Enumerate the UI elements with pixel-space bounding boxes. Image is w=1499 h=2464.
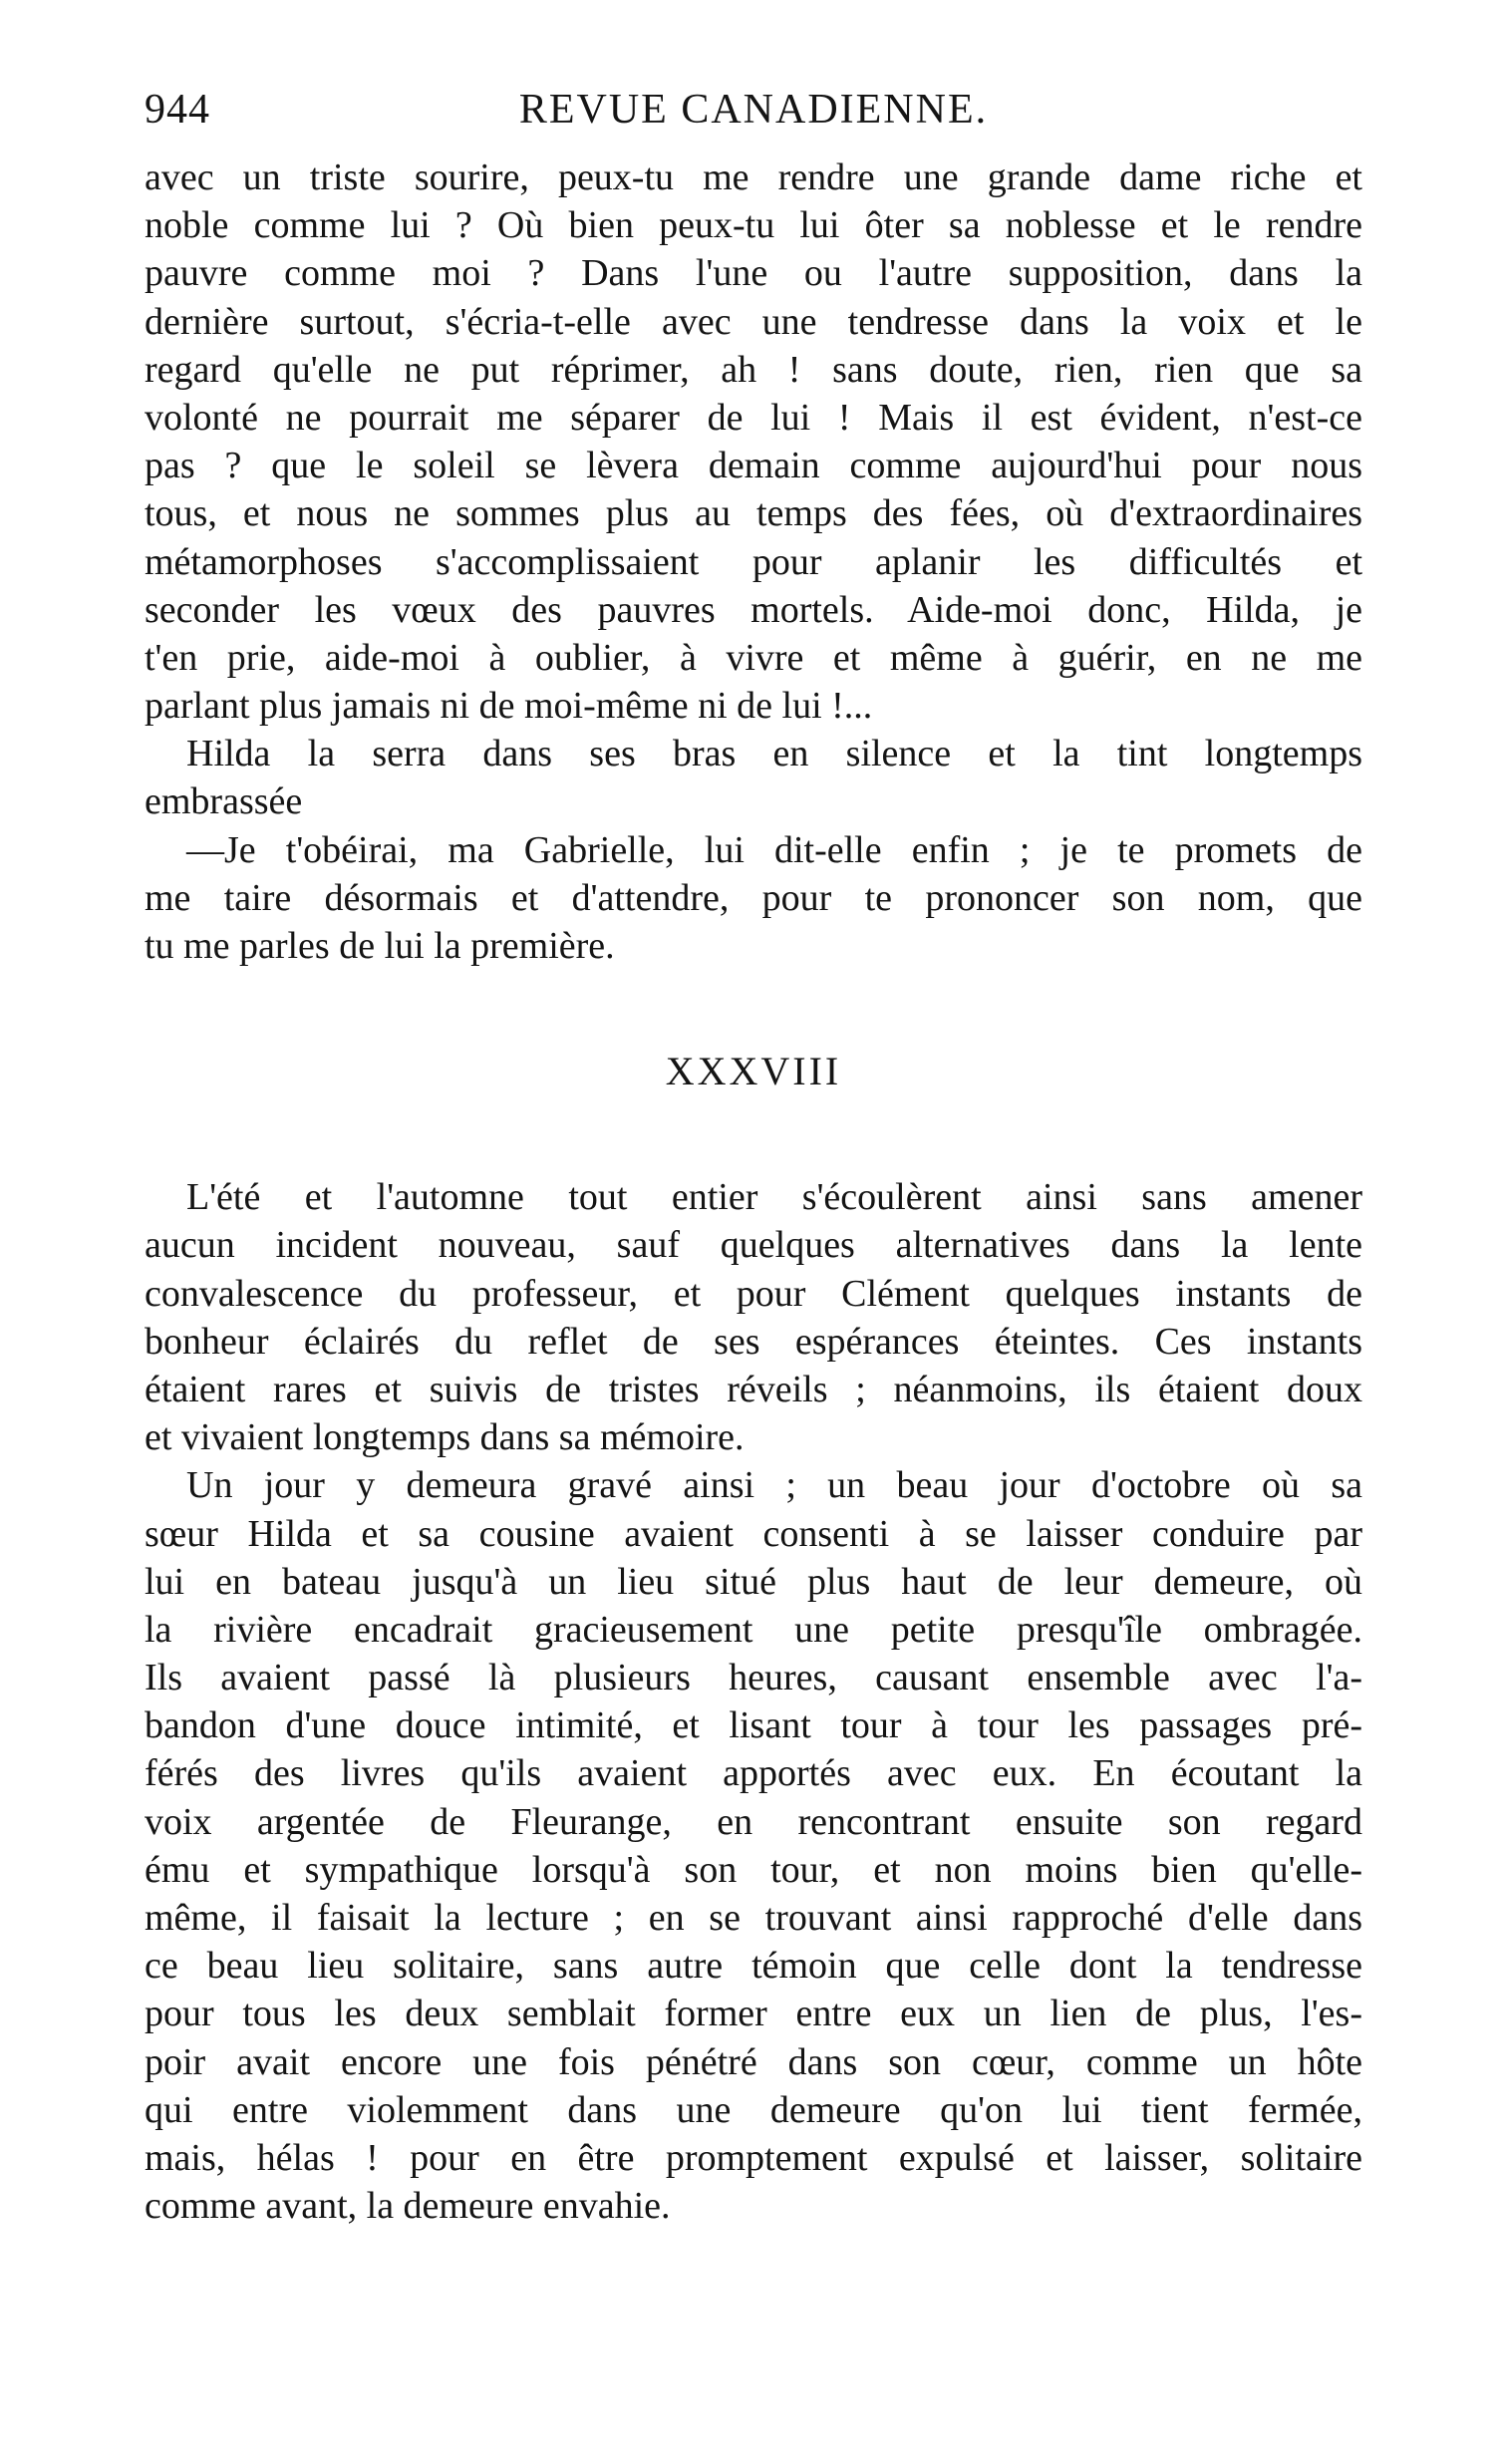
text-line: férés des livres qu'ils avaient apportés avec eux. En écoutant la xyxy=(145,1752,1362,1795)
text-line: Ils avaient passé là plusieurs heures, causant ensemble avec l'a- xyxy=(145,1657,1362,1699)
journal-title: REVUE CANADIENNE. xyxy=(518,87,989,133)
text-line: la rivière encadrait gracieusement une petite presqu'île ombragée. xyxy=(145,1608,1362,1651)
text-line: embrassée xyxy=(145,780,303,823)
text-line: Un jour y demeura gravé ainsi ; un beau jour d'octobre où sa xyxy=(186,1464,1362,1507)
text-line: seconder les vœux des pauvres mortels. Aide-moi donc, Hilda, je xyxy=(145,588,1362,631)
text-line: pas ? que le soleil se lèvera demain comme aujourd'hui pour nous xyxy=(145,445,1362,487)
text-line: sœur Hilda et sa cousine avaient consenti à se laisser conduire par xyxy=(145,1512,1362,1555)
text-line: t'en prie, aide-moi à oublier, à vivre et même à guérir, en ne me xyxy=(145,636,1362,679)
text-line: tous, et nous ne sommes plus au temps des fées, où d'extraordinaires xyxy=(145,492,1362,535)
text-line: Hilda la serra dans ses bras en silence et la tint longtemps xyxy=(186,733,1362,775)
text-line: métamorphoses s'accomplissaient pour aplanir les difficultés et xyxy=(145,540,1362,583)
text-line: tu me parles de lui la première. xyxy=(145,925,615,967)
text-line: même, il faisait la lecture ; en se trouvant ainsi rapproché d'elle dans xyxy=(145,1897,1362,1939)
text-line: parlant plus jamais ni de moi-même ni de lui !... xyxy=(145,685,873,728)
text-line: avec un triste sourire, peux-tu me rendre une grande dame riche et xyxy=(145,156,1362,198)
text-line: voix argentée de Fleurange, en rencontrant ensuite son regard xyxy=(145,1800,1362,1843)
text-line: pauvre comme moi ? Dans l'une ou l'autre supposition, dans la xyxy=(145,252,1362,295)
text-line: regard qu'elle ne put réprimer, ah ! sans doute, rien, rien que sa xyxy=(145,348,1362,391)
text-line: volonté ne pourrait me séparer de lui ! Mais il est évident, n'est-ce xyxy=(145,396,1362,439)
text-line: pour tous les deux semblait former entre eux un lien de plus, l'es- xyxy=(145,1993,1362,2035)
chapter-text-block xyxy=(145,1173,1362,2230)
text-line: convalescence du professeur, et pour Clément quelques instants de xyxy=(145,1272,1362,1315)
text-line: étaient rares et suivis de tristes réveils ; néanmoins, ils étaient doux xyxy=(145,1368,1362,1410)
running-header xyxy=(145,82,1362,138)
text-line: noble comme lui ? Où bien peux-tu lui ôter sa noblesse et le rendre xyxy=(145,204,1362,247)
continued-text-block xyxy=(145,154,1362,970)
text-line: comme avant, la demeure envahie. xyxy=(145,2185,671,2228)
text-line: ce beau lieu solitaire, sans autre témoin que celle dont la tendresse xyxy=(145,1945,1362,1988)
text-line: aucun incident nouveau, sauf quelques alternatives dans la lente xyxy=(145,1224,1362,1267)
text-line: mais, hélas ! pour en être promptement expulsé et laisser, solitaire xyxy=(145,2136,1362,2179)
text-line: ému et sympathique lorsqu'à son tour, et non moins bien qu'elle- xyxy=(145,1848,1362,1891)
text-line: dernière surtout, s'écria-t-elle avec une tendresse dans la voix et le xyxy=(145,300,1362,343)
chapter-heading: XXXVIII xyxy=(665,1049,842,1094)
text-line: bandon d'une douce intimité, et lisant tour à tour les passages pré- xyxy=(145,1704,1362,1747)
text-line: lui en bateau jusqu'à un lieu situé plus haut de leur demeure, où xyxy=(145,1560,1362,1603)
text-line: qui entre violemment dans une demeure qu'on lui tient fermée, xyxy=(145,2088,1362,2131)
text-line: —Je t'obéirai, ma Gabrielle, lui dit-elle enfin ; je te promets de xyxy=(186,828,1362,871)
document-page xyxy=(145,82,1362,2230)
text-line: L'été et l'automne tout entier s'écoulèrent ainsi sans amener xyxy=(186,1176,1362,1219)
text-line: me taire désormais et d'attendre, pour te prononcer son nom, que xyxy=(145,876,1362,919)
text-line: bonheur éclairés du reflet de ses espérances éteintes. Ces instants xyxy=(145,1320,1362,1363)
text-line: poir avait encore une fois pénétré dans son cœur, comme un hôte xyxy=(145,2040,1362,2083)
text-line: et vivaient longtemps dans sa mémoire. xyxy=(145,1416,745,1459)
page-number: 944 xyxy=(145,87,210,133)
